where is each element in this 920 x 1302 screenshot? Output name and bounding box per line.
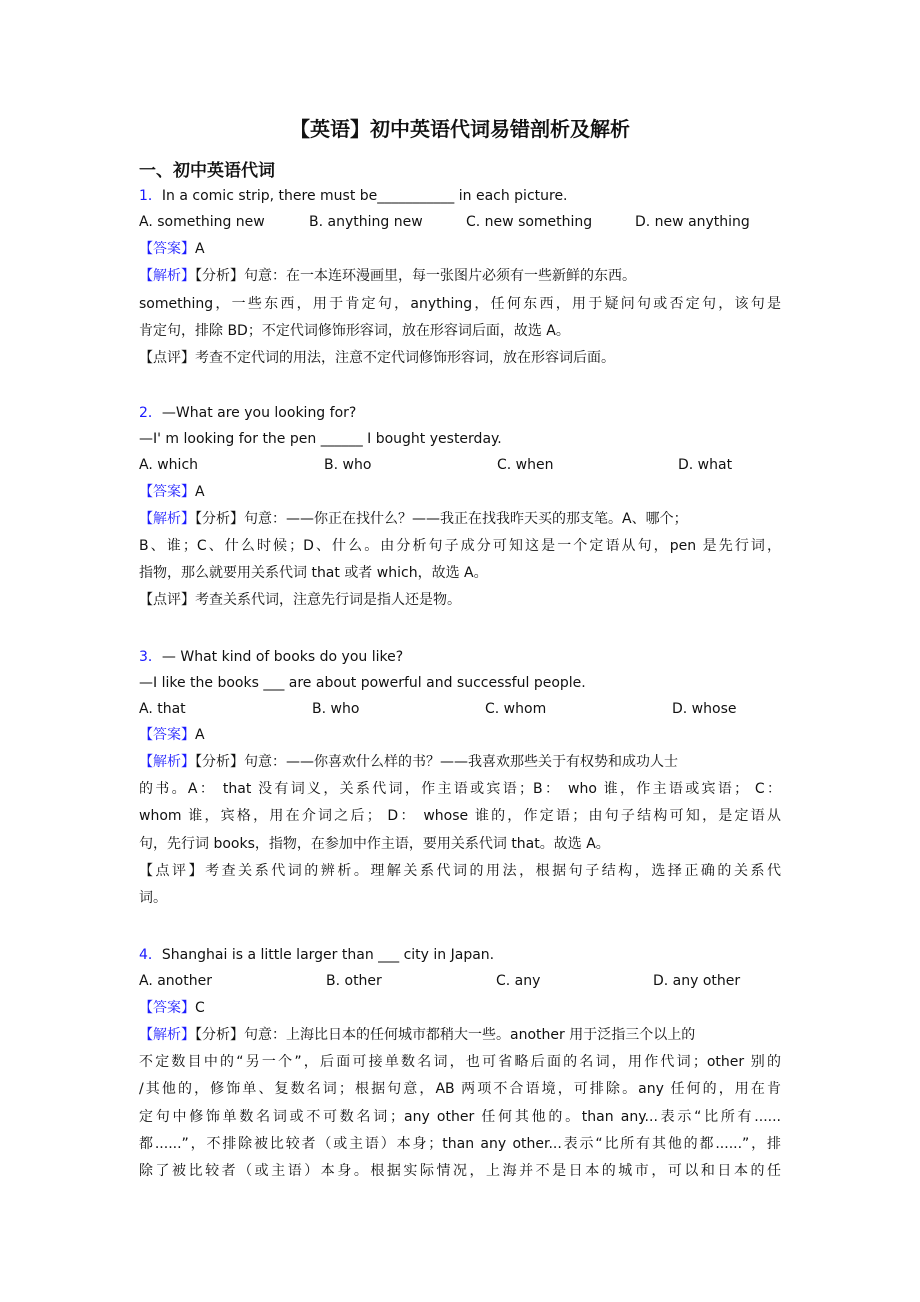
answer-option: D. whose bbox=[672, 701, 737, 717]
question-text: —I' m looking for the pen ______ I bought yesterday. bbox=[139, 431, 502, 447]
answer-line bbox=[139, 998, 205, 1018]
analysis-text: 除了被比较者（或主语）本身。根据实际情况，上海并不是日本的城市，可以和日本的任 bbox=[139, 1163, 781, 1179]
question-text: —What are you looking for? bbox=[161, 405, 357, 421]
answer-label: 【答案】 bbox=[139, 1000, 195, 1016]
answer-option: B. who bbox=[324, 457, 372, 473]
question-stem bbox=[139, 429, 502, 449]
analysis-line bbox=[139, 1025, 695, 1045]
answer-option: C. new something bbox=[466, 214, 593, 230]
analysis-text: 的书。A： that 没有词义，关系代词，作主语或宾语；B： who 谁，作主语或宾语； C： bbox=[139, 781, 781, 797]
analysis-line bbox=[139, 806, 781, 826]
question-number: 2． bbox=[139, 405, 162, 421]
comment-label: 【点评】 bbox=[139, 863, 206, 879]
answer-option: B. anything new bbox=[309, 214, 423, 230]
answer-option: C. when bbox=[497, 457, 554, 473]
section-heading: 一、初中英语代词 bbox=[139, 161, 275, 181]
answer-label: 【答案】 bbox=[139, 727, 195, 743]
analysis-text: 【分析】句意：上海比日本的任何城市都稍大一些。another 用于泛指三个以上的 bbox=[195, 1027, 696, 1043]
analysis-text: something，一些东西，用于肯定句，anything，任何东西，用于疑问句或否定句，该句是 bbox=[139, 296, 781, 312]
comment-line bbox=[139, 888, 167, 908]
comment-text: 考查关系代词，注意先行词是指人还是物。 bbox=[195, 592, 461, 608]
comment-label: 【点评】 bbox=[139, 350, 195, 366]
answer-line bbox=[139, 725, 205, 745]
question-text: Shanghai is a little larger than ___ city in Japan. bbox=[161, 947, 495, 963]
analysis-line bbox=[139, 1107, 781, 1127]
answer-value: A bbox=[195, 484, 205, 500]
answer-option: A. that bbox=[139, 701, 186, 717]
comment-text: 考查关系代词的辨析。理解关系代词的用法，根据句子结构，选择正确的关系代 bbox=[205, 863, 782, 879]
comment-text: 考查不定代词的用法，注意不定代词修饰形容词，放在形容词后面。 bbox=[195, 350, 615, 366]
answer-option: B. who bbox=[312, 701, 360, 717]
analysis-text: 不定数目中的“另一个”，后面可接单数名词，也可省略后面的名词，用作代词；other 别的 bbox=[139, 1054, 781, 1070]
analysis-line bbox=[139, 563, 488, 583]
analysis-text: 【分析】句意：——你喜欢什么样的书？——我喜欢那些关于有权势和成功人士 bbox=[195, 754, 678, 770]
answer-label: 【答案】 bbox=[139, 241, 195, 257]
analysis-line bbox=[139, 266, 636, 286]
answer-value: A bbox=[195, 727, 205, 743]
comment-line bbox=[139, 590, 461, 610]
answer-option: B. other bbox=[326, 973, 382, 989]
answer-value: C bbox=[195, 1000, 205, 1016]
question-number: 4． bbox=[139, 947, 162, 963]
analysis-line bbox=[139, 294, 781, 314]
question-number: 3． bbox=[139, 649, 162, 665]
comment-line bbox=[139, 861, 781, 881]
analysis-text: /其他的，修饰单、复数名词；根据句意，AB 两项不合语境，可排除。any 任何的，用在肯 bbox=[139, 1081, 781, 1097]
answer-option: D. what bbox=[678, 457, 733, 473]
analysis-text: 句，先行词 books，指物，在参加中作主语，要用关系代词 that。故选 A。 bbox=[139, 836, 610, 852]
answer-line bbox=[139, 482, 205, 502]
analysis-text: 都......”，不排除被比较者（或主语）本身；than any other...表示“比所有其他的都......”，排 bbox=[139, 1136, 781, 1152]
answer-value: A bbox=[195, 241, 205, 257]
answer-option: A. another bbox=[139, 973, 212, 989]
analysis-text: 肯定句，排除 BD；不定代词修饰形容词，放在形容词后面，故选 A。 bbox=[139, 323, 570, 339]
comment-label: 【点评】 bbox=[139, 592, 195, 608]
analysis-text: 【分析】句意：——你正在找什么？——我正在找我昨天买的那支笔。A、哪个； bbox=[195, 511, 688, 527]
analysis-text: 指物，那么就要用关系代词 that 或者 which，故选 A。 bbox=[139, 565, 488, 581]
answer-option: C. any bbox=[496, 973, 541, 989]
question-stem bbox=[139, 673, 586, 693]
analysis-line bbox=[139, 321, 570, 341]
question-text: In a comic strip, there must be___________ in each picture. bbox=[161, 188, 568, 204]
analysis-line bbox=[139, 1134, 781, 1154]
analysis-line bbox=[139, 779, 781, 799]
answer-option: D. new anything bbox=[635, 214, 750, 230]
comment-text: 词。 bbox=[139, 890, 167, 906]
question-number: 1． bbox=[139, 188, 162, 204]
question-stem bbox=[139, 945, 494, 965]
analysis-line bbox=[139, 536, 781, 556]
comment-line bbox=[139, 348, 615, 368]
answer-option: A. something new bbox=[139, 214, 265, 230]
document-title: 【英语】初中英语代词易错剖析及解析 bbox=[290, 117, 630, 141]
answer-label: 【答案】 bbox=[139, 484, 195, 500]
analysis-label: 【解析】 bbox=[139, 268, 195, 284]
question-stem bbox=[139, 186, 568, 206]
question-stem bbox=[139, 647, 403, 667]
analysis-line bbox=[139, 1052, 781, 1072]
answer-option: D. any other bbox=[653, 973, 741, 989]
answer-line bbox=[139, 239, 205, 259]
analysis-line bbox=[139, 834, 610, 854]
question-stem bbox=[139, 403, 356, 423]
question-text: —I like the books ___ are about powerful and successful people. bbox=[139, 675, 586, 691]
analysis-text: 定句中修饰单数名词或不可数名词；any other 任何其他的。than any...表示“比所有...... bbox=[139, 1109, 781, 1125]
analysis-line bbox=[139, 509, 688, 529]
answer-option: C. whom bbox=[485, 701, 547, 717]
answer-option: A. which bbox=[139, 457, 199, 473]
analysis-text: 【分析】句意：在一本连环漫画里，每一张图片必须有一些新鲜的东西。 bbox=[195, 268, 636, 284]
analysis-label: 【解析】 bbox=[139, 511, 195, 527]
analysis-line bbox=[139, 752, 678, 772]
analysis-text: whom 谁，宾格，用在介词之后； D： whose 谁的，作定语；由句子结构可知，是定语从 bbox=[139, 808, 781, 824]
analysis-label: 【解析】 bbox=[139, 754, 195, 770]
analysis-text: B、谁；C、什么时候；D、什么。由分析句子成分可知这是一个定语从句，pen 是先行词， bbox=[139, 538, 781, 554]
analysis-label: 【解析】 bbox=[139, 1027, 195, 1043]
question-text: — What kind of books do you like? bbox=[161, 649, 404, 665]
analysis-line bbox=[139, 1079, 781, 1099]
analysis-line bbox=[139, 1161, 781, 1181]
